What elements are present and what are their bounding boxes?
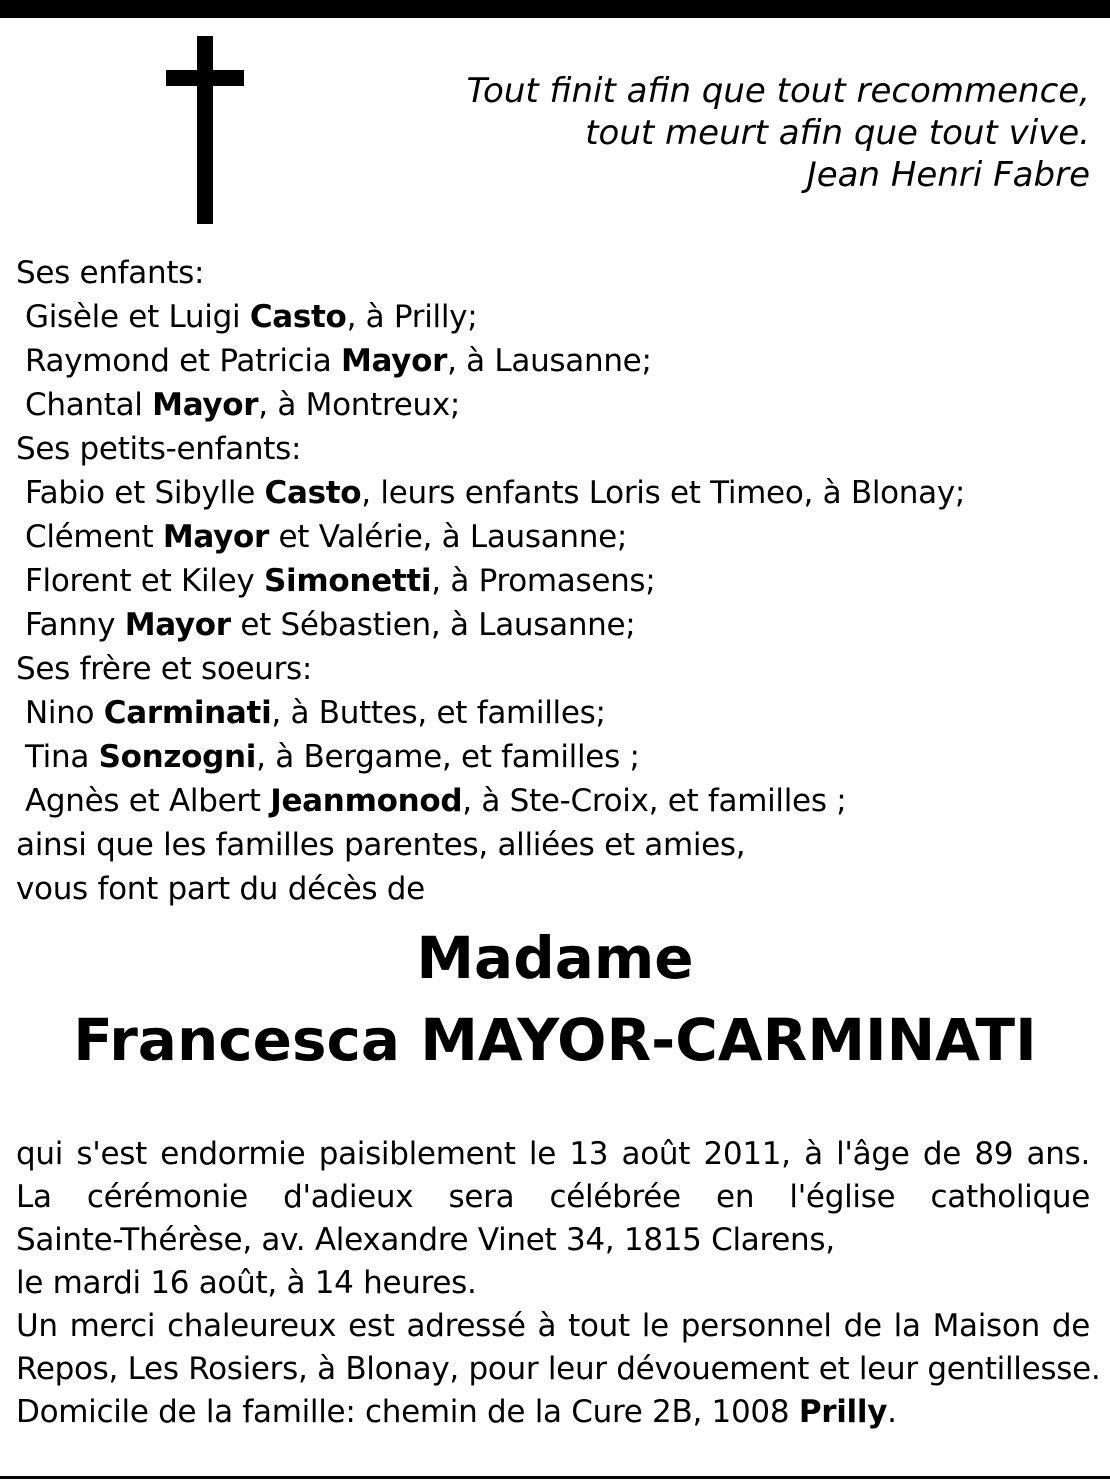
top-rule xyxy=(0,0,1110,18)
closing-line-2: vous font part du décès de xyxy=(16,871,425,907)
quote-line-1: Tout finit afin que tout recommence, xyxy=(466,71,1090,111)
details-line-2: La cérémonie d'adieux sera célébrée en l'église catholique xyxy=(16,1179,1090,1215)
quote-author: Jean Henri Fabre xyxy=(806,155,1090,195)
details-line-6: Repos, Les Rosiers, à Blonay, pour leur dévouement et leur gentillesse. xyxy=(16,1351,1101,1387)
details-line-4: le mardi 16 août, à 14 heures. xyxy=(16,1265,477,1301)
deceased-title: Madame xyxy=(416,924,694,992)
cross-icon xyxy=(166,36,244,224)
list-item: Fanny Mayor et Sébastien, à Lausanne; xyxy=(25,607,636,643)
deceased-name: Francesca MAYOR-CARMINATI xyxy=(73,1006,1037,1074)
list-item: Fabio et Sibylle Casto, leurs enfants Loris et Timeo, à Blonay; xyxy=(25,475,966,511)
closing-line-1: ainsi que les familles parentes, alliées et amies, xyxy=(16,827,746,863)
list-item: Clément Mayor et Valérie, à Lausanne; xyxy=(25,519,628,555)
grandchildren-heading: Ses petits-enfants: xyxy=(16,431,302,467)
list-item: Gisèle et Luigi Casto, à Prilly; xyxy=(25,299,478,335)
children-heading: Ses enfants: xyxy=(16,255,205,291)
bottom-rule xyxy=(0,1476,1110,1479)
ceremony-details xyxy=(16,1133,1101,1434)
family-list xyxy=(16,251,1096,911)
siblings-heading: Ses frère et soeurs: xyxy=(16,651,313,687)
details-line-7: Domicile de la famille: chemin de la Cure 2B, 1008 Prilly. xyxy=(16,1394,897,1430)
epigraph-quote xyxy=(450,70,1090,196)
list-item: Agnès et Albert Jeanmonod, à Ste-Croix, et familles ; xyxy=(25,783,847,819)
details-line-1: qui s'est endormie paisiblement le 13 août 2011, à l'âge de 89 ans. xyxy=(16,1136,1090,1172)
list-item: Raymond et Patricia Mayor, à Lausanne; xyxy=(25,343,652,379)
list-item: Chantal Mayor, à Montreux; xyxy=(25,387,461,423)
details-line-5: Un merci chaleureux est adressé à tout le personnel de la Maison de xyxy=(16,1308,1090,1344)
list-item: Nino Carminati, à Buttes, et familles; xyxy=(25,695,606,731)
quote-line-2: tout meurt afin que tout vive. xyxy=(585,113,1090,153)
list-item: Tina Sonzogni, à Bergame, et familles ; xyxy=(25,739,640,775)
list-item: Florent et Kiley Simonetti, à Promasens; xyxy=(25,563,656,599)
details-line-3: Sainte-Thérèse, av. Alexandre Vinet 34, 1815 Clarens, xyxy=(16,1222,835,1258)
